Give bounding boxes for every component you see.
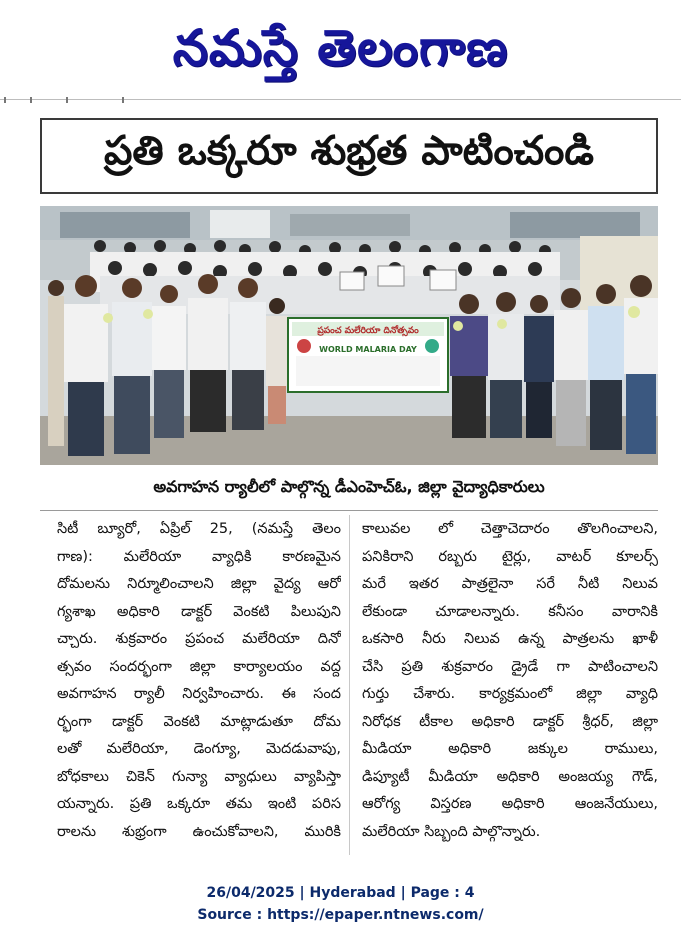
article-line: ఒకసారి నీరు నిలువ ఉన్న పాత్రలను ఖాళీ <box>362 631 658 647</box>
news-photo <box>40 206 658 465</box>
rule-tick <box>66 97 68 103</box>
article-line: దోమలను నిర్మూలించాలని జిల్లా వైద్య ఆరో <box>57 576 341 592</box>
article-column-left <box>57 516 341 846</box>
banner-subtitle: WORLD MALARIA DAY <box>319 345 417 354</box>
article-line: నిరోధక టీకాల అధికారి డాక్టర్ శ్రీధర్, జిల్లా <box>362 713 658 730</box>
article-line: గ్యశాఖ అధికారి డాక్టర్ వెంకటి పిలుపుని <box>57 603 341 620</box>
article-line: చేసి ప్రతి శుక్రవారం డ్రైడే గా పాటించాలని <box>362 658 658 675</box>
headline-box <box>40 118 658 194</box>
footer-date-line: 26/04/2025 | Hyderabad | Page : 4 <box>206 885 475 901</box>
article-line: యన్నారు. ప్రతి ఒక్కరూ తమ ఇంటి పరిస <box>57 796 341 812</box>
caption-text: అవగాహన ర్యాలీలో పాల్గొన్న డీఎంహెచ్ఓ, జిల్లా వైద్యాధికారులు <box>153 476 545 496</box>
rule-tick <box>4 97 6 103</box>
masthead <box>0 0 681 96</box>
article-line: ర్భంగా డాక్టర్ వెంకటి మాట్లాడుతూ దోమ <box>57 713 341 730</box>
masthead-logo: నమస్తే తెలంగాణ <box>172 19 509 77</box>
page-footer <box>0 882 681 926</box>
article-line: లేకుండా చూడాలన్నారు. కనీసం వారానికి <box>362 603 658 620</box>
article-line: పనికిరాని రబ్బరు టైర్లు, వాటర్ కూలర్స్ <box>362 548 658 565</box>
article-line: చ్చారు. శుక్రవారం ప్రపంచ మలేరియా దినో <box>57 631 341 647</box>
rule-tick <box>122 97 124 103</box>
headline: ప్రతి ఒక్కరూ శుభ్రత పాటించండి <box>103 128 595 174</box>
article-line: సిటీ బ్యూరో, ఏప్రిల్ 25, (నమస్తే తెలం <box>57 521 341 537</box>
article-line: మలేరియా సిబ్బంది పాల్గొన్నారు. <box>362 823 541 840</box>
article-line: గాణ): మలేరియా వ్యాధికి కారణమైన <box>57 548 341 565</box>
rally-photo-illustration <box>40 206 658 465</box>
banner-title: ప్రపంచ మలేరియా దినోత్సవం <box>317 326 419 336</box>
article-line: రాలను శుభ్రంగా ఉంచుకోవాలని, మురికి <box>57 823 341 840</box>
column-divider <box>349 515 350 855</box>
photo-caption <box>40 466 658 511</box>
article-line: మీడియా అధికారి జక్కుల రాములు, <box>362 741 658 757</box>
article-line: అవగాహన ర్యాలీ నిర్వహించారు. ఈ సంద <box>57 686 341 702</box>
masthead-rule <box>0 99 681 100</box>
article-line: కాలువల లో చెత్తాచెదారం తొలగించాలని, <box>362 521 658 537</box>
rule-tick <box>30 97 32 103</box>
article-line: గుర్తు చేశారు. కార్యక్రమంలో జిల్లా వ్యాధి <box>362 686 658 702</box>
article-line: త్సవం సందర్భంగా జిల్లా కార్యాలయం వద్ద <box>57 658 341 675</box>
article-line: బోధకాలు చికెన్ గున్యా వ్యాధులు వ్యాపిస్తా <box>57 768 341 785</box>
footer-source-line[interactable]: Source : https://epaper.ntnews.com/ <box>197 907 484 923</box>
article-column-right <box>362 516 658 846</box>
article-line: ఆరోగ్య విస్తరణ అధికారి ఆంజనేయులు, <box>362 796 658 812</box>
article-line: లతో మలేరియా, డెంగ్యూ, మెదడువాపు, <box>57 741 341 757</box>
article-line: డిప్యూటీ మీడియా అధికారి అంజయ్య గౌడ్, <box>362 768 658 785</box>
article-line: మరే ఇతర పాత్రలైనా సరే నీటి నిలువ <box>362 576 658 592</box>
